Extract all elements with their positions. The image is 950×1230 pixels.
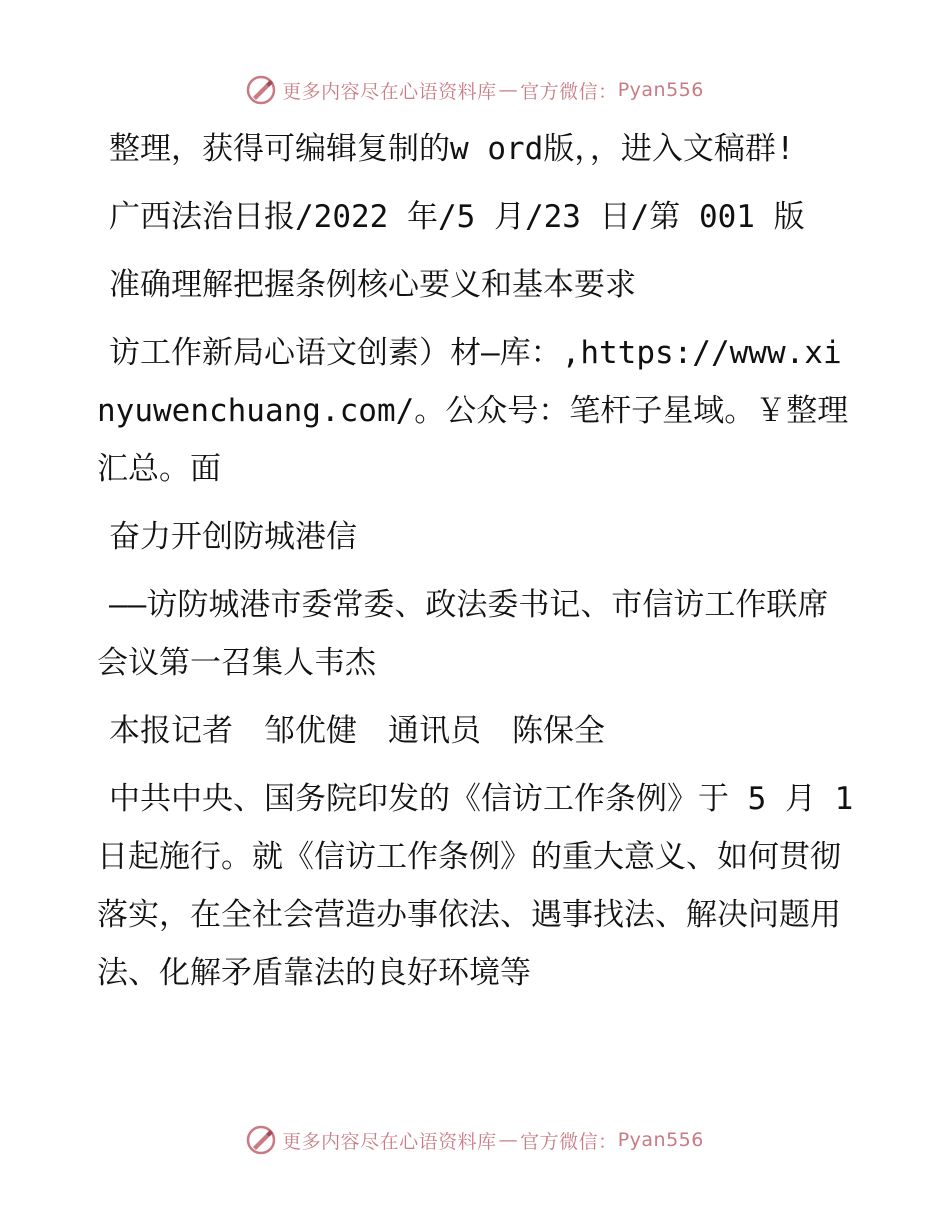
paragraph-title: 奋力开创防城港信: [109, 519, 357, 555]
paragraph-source: 广西法治日报/2022 年/5 月/23 日/第 001 版: [109, 199, 805, 235]
watermark-footer: [0, 1120, 950, 1160]
paragraph-headline: 准确理解把握条例核心要义和基本要求: [109, 267, 636, 303]
watermark-separator: —: [498, 1129, 519, 1151]
pen-logo-icon: [246, 1125, 276, 1155]
watermark-text: 更多内容尽在心语资料库: [282, 1130, 497, 1153]
watermark-text: 更多内容尽在心语资料库: [282, 80, 497, 103]
pen-logo-icon: [246, 75, 276, 105]
watermark-id: Pyan556: [617, 1129, 704, 1151]
paragraph-body: 中共中央、国务院印发的《信访工作条例》于 5 月 1 日起施行。就《信访工作条例》的重大意义、如何贯彻落实，在全社会营造办事依法、遇事找法、解决问题用法、化解矛盾靠法的良好环境等: [97, 781, 872, 991]
watermark-label: 官方微信：: [520, 80, 618, 103]
watermark-id: Pyan556: [617, 79, 704, 101]
watermark-separator: —: [498, 79, 519, 101]
document-body: [97, 120, 872, 1012]
paragraph-intro: 整理，获得可编辑复制的w ord版，，进入文稿群!: [109, 131, 795, 167]
watermark-header: [0, 70, 950, 110]
paragraph-byline: 本报记者 邹优健 通讯员 陈保全: [109, 713, 605, 749]
paragraph-notice: 访工作新局心语文创素）材—库：,https://www.xinyuwenchuang.com/。公众号：笔杆子星域。￥整理汇总。面: [97, 335, 849, 487]
watermark-label: 官方微信：: [520, 1130, 618, 1153]
paragraph-subtitle: ——访防城港市委常委、政法委书记、市信访工作联席会议第一召集人韦杰: [97, 587, 829, 681]
